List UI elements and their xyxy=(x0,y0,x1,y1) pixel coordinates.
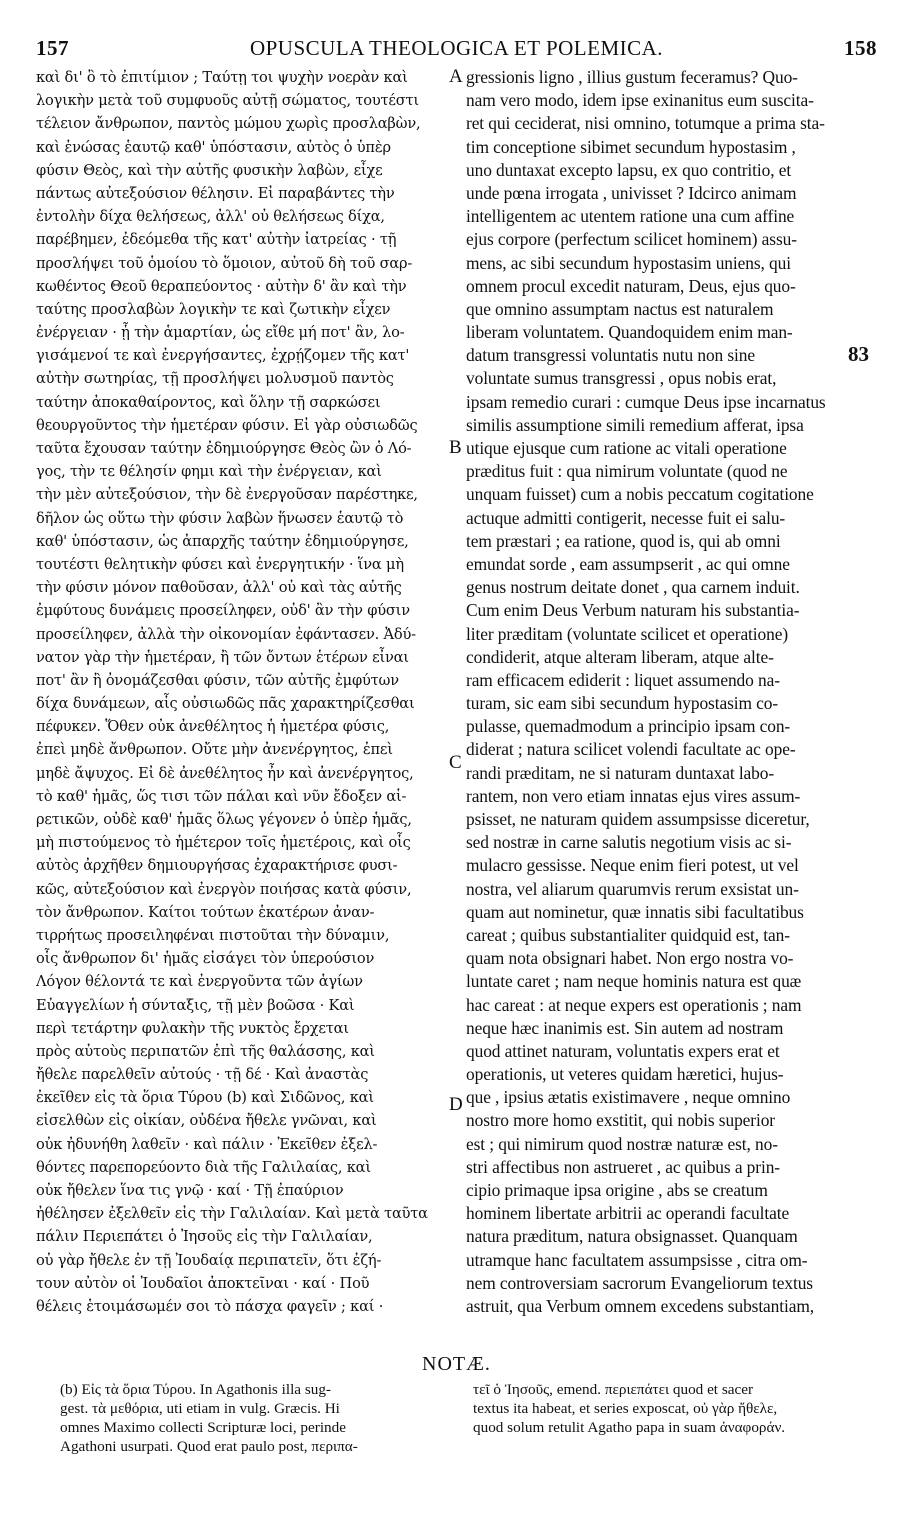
greek-text-line: αὐτὸς ἀρχῆθεν δημιουργήσας ἐχαρακτήρισε φυσι- xyxy=(36,857,398,875)
greek-text-line: προσλήψει τοῦ ὁμοίου τὸ ὅμοιον, αὐτοῦ δὴ τοῦ σαρ- xyxy=(36,254,413,272)
greek-text-line: ποτ' ἂν ἢ ὀνομάζεσθαι φύσιν, τῶν αὐτῆς ἐμφύτων xyxy=(36,671,399,689)
margin-letter-a: A xyxy=(449,66,463,87)
greek-text-line: τὸ καθ' ἡμᾶς, ὥς τισι τῶν πάλαι καὶ νῦν ἔδοξεν αἱ- xyxy=(36,787,407,805)
greek-text-line: κωθέντος Θεοῦ θεραπεύοντος · αὐτὴν δ' ἂν καὶ τὴν xyxy=(36,277,407,295)
latin-text-line: omnem procul excedit naturam, Deus, ejus quo- xyxy=(466,275,796,296)
greek-text-column xyxy=(36,66,448,1318)
greek-text-line: θόντες παρεπορεύοντο διὰ τῆς Γαλιλαίας, καὶ xyxy=(36,1158,371,1176)
greek-text-line: ἐντολὴν δίχα θελήσεως, ἀλλ' οὐ θελήσεως δίχα, xyxy=(36,208,385,226)
latin-text-line: nem controversiam sacrorum Evangeliorum textus xyxy=(466,1272,813,1293)
latin-text-line: tim conceptione sibimet secundum hypostasim , xyxy=(466,136,796,157)
greek-text-line: τὴν μὲν αὐτεξούσιον, τὴν δὲ ἐνεργοῦσαν παρέστηκε, xyxy=(36,486,418,504)
greek-text-line: οὐκ ἤθελεν ἵνα τις γνῷ · καί · Τῇ ἐπαύριον xyxy=(36,1182,344,1199)
greek-text-line: ἐπεὶ μηδὲ ἄνθρωπον. Οὔτε μὴν ἀνενέργητος, ἐπεὶ xyxy=(36,741,393,759)
latin-text-line: mulacro gessisse. Neque enim fieri potest, ut vel xyxy=(466,855,799,876)
latin-text-line: hominem libertate arbitrii ac operandi facultate xyxy=(466,1203,790,1224)
latin-text-line: diderat ; natura scilicet volendi facultate ac ope- xyxy=(466,739,796,760)
latin-text-line: utique ejusque cum ratione ac vitali operatione xyxy=(466,438,787,458)
greek-text-line: καθ' ὑπόστασιν, ὡς ἀπαρχῆς ταύτην ἐδημιούργησε, xyxy=(36,532,409,550)
greek-text-line: θεουργοῦντος τὴν ἡμετέραν φύσιν. Εἰ γὰρ οὐσιωδῶς xyxy=(36,416,418,434)
greek-text-line: θέλεις ἑτοιμάσωμέν σοι τὸ πάσχα φαγεῖν ; καί · xyxy=(36,1297,384,1315)
note-line: gest. τὰ μεθόρια, uti etiam in vulg. Græcis. Hi xyxy=(60,1400,340,1417)
latin-text-line: unde pœna irrogata , univisset ? Idcirco animam xyxy=(466,182,797,203)
latin-text-line: rantem, non vero etiam innatas ejus vires assum- xyxy=(466,785,801,806)
greek-text-line: δίχα δυνάμεων, αἷς οὐσιωδῶς πᾶς χαρακτηρίζεσθαι xyxy=(36,695,415,713)
latin-text-line: stri affectibus non astrueret , ac quibus a prin- xyxy=(466,1156,780,1177)
notes-right-column xyxy=(473,1380,883,1437)
latin-text-line: ret qui ceciderat, nisi omnino, totumque a prima sta- xyxy=(466,113,825,134)
greek-text-line: γος, τὴν τε θέλησίν φημι καὶ τὴν ἐνέργειαν, καὶ xyxy=(36,463,382,481)
latin-text-line: similis assumptione simili remedium afferat, ipsa xyxy=(466,414,804,435)
latin-text-line: condiderit, atque alteram liberam, atque alte- xyxy=(466,646,774,667)
latin-text-line: operationis, ut veteres quidam hæretici, hujus- xyxy=(466,1064,784,1085)
latin-text-line: natura præditum, natura obsignasset. Quanquam xyxy=(466,1226,798,1247)
greek-text-line: πέφυκεν. Ὅθεν οὐκ ἀνεθέλητος ἡ ἡμετέρα φύσις, xyxy=(36,718,390,736)
latin-text-line: nostra, vel aliarum quarumvis rerum exsistat un- xyxy=(466,878,799,899)
latin-text-line: unquam fuisset) cum a nobis peccatum cogitatione xyxy=(466,484,814,505)
latin-text-line: est ; qui nimirum quod nostræ naturæ est, no- xyxy=(466,1133,778,1154)
latin-text-line: nam vero modo, idem ipse exinanitus eum suscita- xyxy=(466,90,814,111)
page-number-right: 158 xyxy=(844,36,877,60)
greek-text-line: αὐτὴν σωτηρίας, τῇ προσλήψει μολυσμοῦ παντὸς xyxy=(36,370,394,388)
greek-text-line: τουν αὐτὸν οἱ Ἰουδαῖοι ἀποκτεῖναι · καί · Ποῦ xyxy=(36,1274,370,1292)
greek-text-line: τὸν ἄνθρωπον. Καίτοι τούτων ἑκατέρων ἀναν- xyxy=(36,903,375,921)
greek-text-line: Λόγον θέλοντά τε καὶ ἐνεργοῦντα τῶν ἁγίων xyxy=(36,973,363,991)
latin-text-line: præditus fuit : qua nimirum voluntate (quod ne xyxy=(466,461,788,482)
greek-text-line: καὶ ἑνώσας ἑαυτῷ καθ' ὑπόστασιν, αὐτὸς ὁ ὑπὲρ xyxy=(36,138,391,156)
latin-text-line: actuque admitti contigerit, necesse fuit ei salu- xyxy=(466,507,786,528)
greek-text-line: γισάμενοί τε καὶ ἐνεργήσαντες, ἐχρῄζομεν τῆς κατ' xyxy=(36,347,410,365)
greek-text-line: Εὐαγγελίων ἡ σύνταξις, τῇ μὲν βοῶσα · Καὶ xyxy=(36,996,355,1014)
note-line: Agathoni usurpati. Quod erat paulo post, περιπα- xyxy=(60,1438,358,1455)
greek-text-line: δῆλον ὡς οὕτω τὴν φύσιν λαβὼν ἥνωσεν ἑαυτῷ τὸ xyxy=(36,509,404,527)
greek-text-line: ταῦτα ἔχουσαν ταύτην ἐδημιούργησε Θεὸς ὢν ὁ Λό- xyxy=(36,440,412,457)
latin-text-line: psisset, ne naturam quidem assumpsisse diceretur, xyxy=(466,809,810,829)
greek-text-line: τέλειον ἄνθρωπον, παντὸς μώμου χωρὶς προσλαβὼν, xyxy=(36,115,421,133)
latin-text-line: careat ; quibus substantialiter quidquid est, tan- xyxy=(466,924,790,945)
greek-text-line: ρετικῶν, οὐδὲ καθ' ἡμᾶς ὅλως γέγονεν ὁ ὑπὲρ ἡμᾶς, xyxy=(36,811,412,828)
greek-text-line: ἐμφύτους δυνάμεις προσείληφεν, οὐδ' ἂν τὴν φύσιν xyxy=(36,602,410,620)
notes-heading: NOTÆ. xyxy=(422,1353,491,1375)
latin-text-line: emundat sorde , eam assumpserit , ac qui omne xyxy=(466,553,790,574)
latin-text-line: intelligentem ac utentem ratione una cum affine xyxy=(466,206,795,227)
greek-text-line: πάντως αὐτεξούσιον θέλησιν. Εἰ παραβάντες τὴν xyxy=(36,184,395,202)
margin-letter-d: D xyxy=(449,1094,463,1115)
running-title: OPUSCULA THEOLOGICA ET POLEMICA. xyxy=(249,36,664,60)
latin-text-line: neque hæc inanimis est. Sin autem ad nostram xyxy=(466,1017,784,1038)
greek-text-line: οἷς ἄνθρωπον δι' ἡμᾶς εἰσάγει τὸν ὑπερούσιον xyxy=(36,950,375,968)
greek-text-line: πρὸς αὐτοὺς περιπατῶν ἐπὶ τῆς θαλάσσης, καὶ xyxy=(36,1042,375,1060)
latin-text-line: turam, sic eam sibi secundum hypostasim co- xyxy=(466,693,779,714)
latin-text-line: cipio primaque ipsa origine , abs se creatum xyxy=(466,1180,768,1200)
greek-text-line: ἐνέργειαν · ᾗ τὴν ἁμαρτίαν, ὡς εἴθε μή ποτ' ἂν, λο- xyxy=(36,324,405,342)
page-number-left: 157 xyxy=(36,36,69,60)
latin-text-line: sed nostræ in carne salutis negotium visis ac si- xyxy=(466,832,792,853)
margin-letter-b: B xyxy=(449,437,462,458)
greek-text-line: ἠθέλησεν ἐξελθεῖν εἰς τὴν Γαλιλαίαν. Καὶ μετὰ ταῦτα xyxy=(36,1205,428,1223)
latin-text-line: liberam voluntatem. Quandoquidem enim man- xyxy=(466,322,793,343)
latin-text-line: luntate caret ; nam neque hominis natura est quæ xyxy=(466,971,802,992)
greek-text-line: λογικὴν μετὰ τοῦ συμφυοῦς αὐτῇ σώματος, τουτέστι xyxy=(36,92,419,110)
greek-text-line: οὐκ ἠδυνήθη λαθεῖν · καὶ πάλιν · Ἐκεῖθεν ἐξελ- xyxy=(36,1135,378,1153)
latin-text-line: datum transgressi voluntatis nutu non sine xyxy=(466,345,755,366)
latin-text-line: randi præditam, ne si naturam duntaxat labo- xyxy=(466,762,775,783)
greek-text-line: προσείληφεν, ἀλλὰ τὴν οἰκονομίαν ἐφάντασεν. Ἀδύ- xyxy=(36,625,416,643)
greek-text-line: μὴ πιστούμενος τὸ ἡμέτερον τοῖς ἡμετέροις, καὶ οἷς xyxy=(36,834,411,852)
greek-text-line: οὐ γὰρ ἤθελε ἐν τῇ Ἰουδαίᾳ περιπατεῖν, ὅτι ἐζή- xyxy=(36,1251,382,1269)
latin-text-line: nostro more homo exstitit, qui nobis superior xyxy=(466,1110,775,1131)
notes-left-column xyxy=(60,1380,452,1456)
greek-text-line: παρέβημεν, ἐδεόμεθα τῆς κατ' αὐτὴν ἰατρείας · τῇ xyxy=(36,231,397,249)
greek-text-line: ταύτης προσλαβὼν λογικὴν τε καὶ ζωτικὴν εἶχεν xyxy=(36,300,391,318)
greek-text-line: μηδὲ ἄψυχος. Εἰ δὲ ἀνεθέλητος ἦν καὶ ἀνενέργητος, xyxy=(36,764,414,782)
latin-text-line: genus nostrum deitate donet , qua carnem induit. xyxy=(466,577,800,598)
greek-text-line: καὶ δι' ὃ τὸ ἐπιτίμιον ; Ταύτῃ τοι ψυχὴν νοερὰν καὶ xyxy=(36,69,408,86)
note-line: τεῖ ὁ Ἰησοῦς, emend. περιεπάτει quod et sacer xyxy=(473,1381,754,1398)
latin-text-line: que omnino assumptam nactus est naturalem xyxy=(466,298,774,319)
greek-text-line: τὴν φύσιν μόνον παθοῦσαν, ἀλλ' οὐ καὶ τὰς αὐτῆς xyxy=(36,579,402,597)
note-line: (b) Εἰς τὰ ὅρια Τύρου. In Agathonis illa sug- xyxy=(60,1381,331,1398)
margin-letter-c: C xyxy=(449,752,462,773)
greek-text-line: τουτέστι θελητικὴν φύσει καὶ ἐνεργητικήν · ἵνα μὴ xyxy=(36,555,404,573)
latin-text-line: gressionis ligno , illius gustum feceramus? Quo- xyxy=(466,67,798,87)
greek-text-line: εἰσελθὼν εἰς οἰκίαν, οὐδένα ἤθελε γνῶναι, καὶ xyxy=(36,1112,377,1130)
latin-text-line: astruit, qua Verbum omnem excedens substantiam, xyxy=(466,1295,815,1316)
note-line: quod solum retulit Agatho papa in suam ἀναφοράν. xyxy=(473,1419,786,1436)
greek-text-line: ἐκεῖθεν εἰς τὰ ὅρια Τύρου (b) καὶ Σιδῶνος, καὶ xyxy=(36,1089,374,1107)
greek-text-line: τιρρήτως προσειληφέναι πιστοῦται τὴν δύναμιν, xyxy=(36,926,390,944)
greek-text-line: νατον γὰρ τὴν ἡμετέραν, ἢ τῶν ὄντων ἑτέρων εἶναι xyxy=(36,648,409,666)
latin-text-line: voluntate sumus transgressi , opus nobis erat, xyxy=(466,368,777,389)
latin-text-line: liter præditam (voluntate scilicet et operatione) xyxy=(466,623,789,644)
latin-text-column xyxy=(466,66,880,1318)
latin-text-line: utramque hanc facultatem assumpsisse , citra om- xyxy=(466,1249,808,1270)
latin-text-line: uno duntaxat excepto lapsu, ex quo contritio, et xyxy=(466,159,792,180)
greek-text-line: κῶς, αὐτεξούσιον καὶ ἐνεργὸν ποιήσας κατὰ φύσιν, xyxy=(36,880,412,898)
latin-text-line: que , ipsius ætatis existimavere , neque omnino xyxy=(466,1087,791,1108)
page-header xyxy=(36,36,877,60)
latin-text-line: quod attinet naturam, voluntatis expers erat et xyxy=(466,1040,780,1061)
greek-text-line: ταύτην ἀποκαθαίροντος, καὶ ὅλην τῇ σαρκώσει xyxy=(36,393,381,411)
greek-text-line: φύσιν Θεὸς, καὶ τὴν αὐτῆς φυσικὴν λαβὼν, εἶχε xyxy=(36,161,383,179)
note-line: omnes Maximo collecti Scripturæ loci, perinde xyxy=(60,1419,346,1436)
latin-text-line: ram efficacem ediderit : liquet assumendo na- xyxy=(466,669,780,690)
latin-text-line: mens, ac sibi secundum hypostasim uniens, qui xyxy=(466,252,791,273)
latin-text-line: tem præstari ; ea ratione, quod is, qui ab omni xyxy=(466,530,781,551)
greek-text-line: περὶ τετάρτην φυλακὴν τῆς νυκτὸς ἔρχεται xyxy=(36,1019,349,1037)
latin-text-line: ejus corpore (perfectum scilicet hominem) assu- xyxy=(466,229,797,250)
greek-text-line: πάλιν Περιεπάτει ὁ Ἰησοῦς εἰς τὴν Γαλιλαίαν, xyxy=(36,1228,373,1246)
latin-text-line: quam aut nominetur, quæ innatis sibi facultatibus xyxy=(466,901,804,922)
latin-text-line: pulasse, quemadmodum a principio ipsam con- xyxy=(466,716,791,737)
margin-number: 83 xyxy=(848,342,869,366)
latin-text-line: ipsam remedio curari : cumque Deus ipse incarnatus xyxy=(466,391,826,412)
latin-text-line: quam nota obsignari habet. Non ergo nostra vo- xyxy=(466,948,794,969)
latin-text-line: Cum enim Deus Verbum naturam his substantia- xyxy=(466,600,800,621)
note-line: textus ita habeat, et series exposcat, οὐ γὰρ ἤθελε, xyxy=(473,1400,778,1417)
latin-text-line: hac careat : at neque expers est operationis ; nam xyxy=(466,994,802,1015)
greek-text-line: ἤθελε παρελθεῖν αὐτούς · τῇ δέ · Καὶ ἀναστὰς xyxy=(36,1066,369,1084)
